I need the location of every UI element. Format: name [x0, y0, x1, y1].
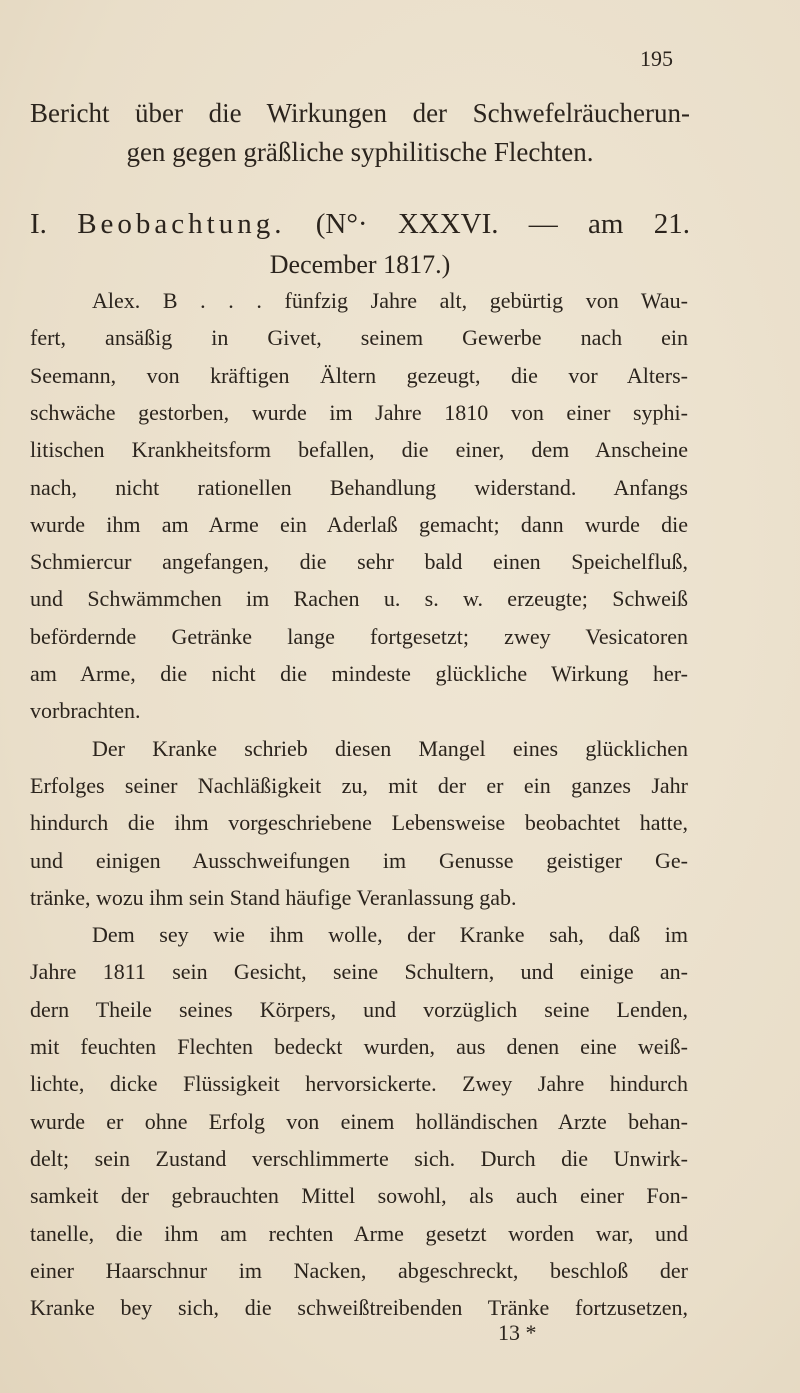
text-line: litischen Krankheitsform befallen, die einer, dem Anscheine	[30, 437, 688, 463]
text-line: und Schwämmchen im Rachen u. s. w. erzeugte; Schweiß	[30, 586, 688, 612]
signature-mark: 13 *	[498, 1320, 537, 1345]
text-line: tanelle, die ihm am rechten Arme gesetzt worden war, und	[30, 1220, 688, 1246]
observation-ref: (N°· XXXVI. — am 21.	[315, 208, 690, 240]
text-line: samkeit der gebrauchten Mittel sowohl, als auch einer Fon-	[30, 1183, 688, 1209]
text-line: Seemann, von kräftigen Ältern gezeugt, die vor Alters-	[30, 362, 688, 388]
text-line: Der Kranke schrieb diesen Mangel eines glücklichen	[92, 735, 688, 761]
text-line: schwäche gestorben, wurde im Jahre 1810 von einer syphi-	[30, 399, 688, 425]
observation-date: December 1817.)	[269, 250, 451, 279]
text-line: Dem sey wie ihm wolle, der Kranke sah, daß im	[92, 922, 688, 948]
text-line: tränke, wozu ihm sein Stand häufige Veranlassung gab.	[30, 884, 517, 910]
observation-label: Beobachtung.	[77, 208, 286, 240]
text-line: Kranke bey sich, die schweißtreibenden Tränke fortzusetzen,	[30, 1295, 688, 1321]
page-number: 195	[640, 46, 673, 71]
text-line: mit feuchten Flechten bedeckt wurden, aus denen eine weiß-	[30, 1034, 688, 1059]
text-line: Erfolges seiner Nachläßigkeit zu, mit der er ein ganzes Jahr	[30, 772, 688, 798]
observation-numeral: I.	[30, 208, 47, 240]
observation-heading	[30, 208, 690, 240]
text-line: nach, nicht rationellen Behandlung widerstand. Anfangs	[30, 474, 688, 500]
text-line: delt; sein Zustand verschlimmerte sich. Durch die Unwirk-	[30, 1145, 688, 1171]
text-line: Jahre 1811 sein Gesicht, seine Schultern, und einige an-	[30, 959, 688, 985]
text-line: am Arme, die nicht die mindeste glückliche Wirkung her-	[30, 661, 688, 686]
text-line: wurde ihm am Arme ein Aderlaß gemacht; dann wurde die	[30, 511, 688, 537]
text-line: fert, ansäßig in Givet, seinem Gewerbe nach ein	[30, 325, 688, 351]
report-title-line-1: Bericht über die Wirkungen der Schwefelräucherun-	[30, 98, 690, 128]
text-line: befördernde Getränke lange fortgesetzt; zwey Vesicatoren	[30, 623, 688, 649]
text-line: dern Theile seines Körpers, und vorzüglich seine Lenden,	[30, 996, 688, 1022]
text-line: lichte, dicke Flüssigkeit hervorsickerte. Zwey Jahre hindurch	[30, 1071, 688, 1097]
text-line: Schmiercur angefangen, die sehr bald einen Speichelfluß,	[30, 549, 688, 575]
text-line: und einigen Ausschweifungen im Genusse geistiger Ge-	[30, 847, 688, 873]
text-line: vorbrachten.	[30, 698, 141, 724]
report-title-line-2: gen gegen gräßliche syphilitische Flechten.	[126, 137, 594, 167]
text-line: wurde er ohne Erfolg von einem holländischen Arzte behan-	[30, 1108, 688, 1134]
text-line: Alex. B . . . fünfzig Jahre alt, gebürtig von Wau-	[92, 288, 688, 313]
text-line: einer Haarschnur im Nacken, abgeschreckt, beschloß der	[30, 1257, 688, 1283]
text-line: hindurch die ihm vorgeschriebene Lebensweise beobachtet hatte,	[30, 810, 688, 836]
